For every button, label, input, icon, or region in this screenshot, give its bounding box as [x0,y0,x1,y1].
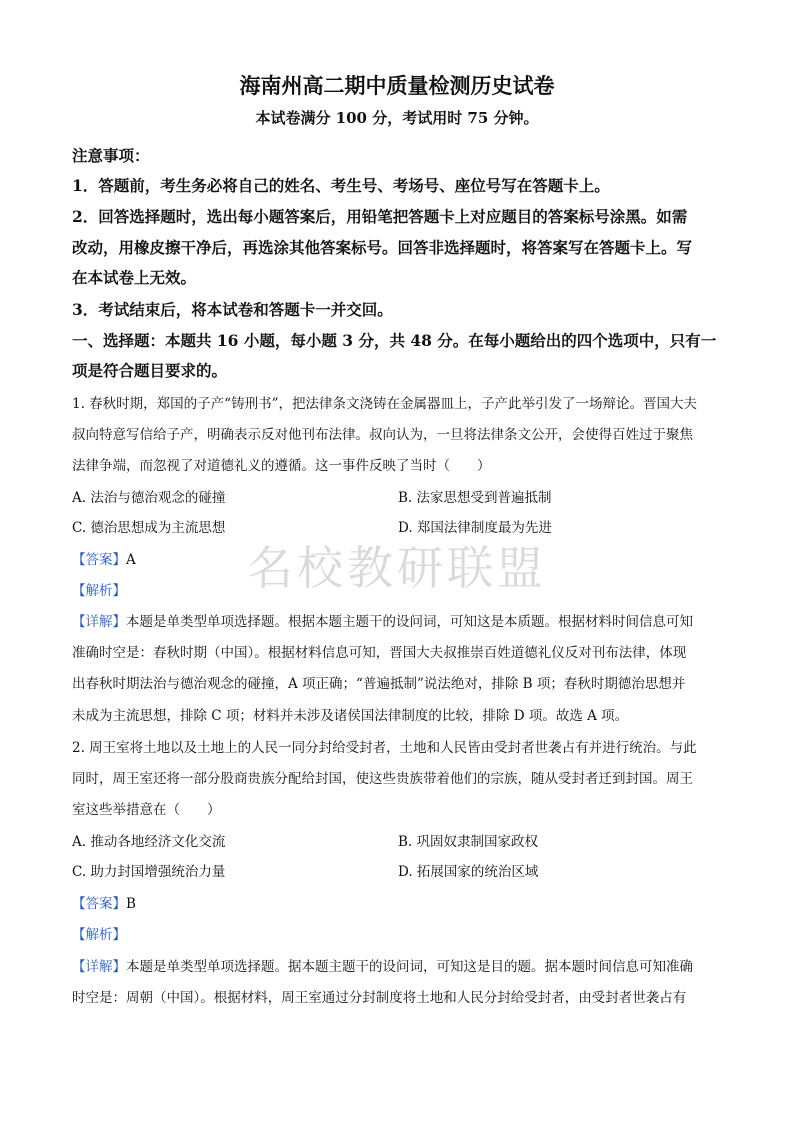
q2-stem-line: 同时，周王室还将一部分股商贵族分配给封国，使这些贵族带着他们的宗族，随从受封者迁到封国。周王 [72,771,693,787]
q2-stem-line: 2. 周王室将土地以及土地上的人民一同分封给受封者，土地和人民皆由受封者世袭占有并进行统治。与此 [72,740,697,756]
q2-answer [72,892,136,912]
notice-line: 1．答题前，考生务必将自己的姓名、考生号、考场号、座位号写在答题卡上。 [72,176,610,195]
answer-tag: 【答案】 [72,552,126,568]
section-heading-line: 项是符合题目要求的。 [72,361,228,380]
notice-line: 在本试卷上无效。 [72,268,197,287]
q2-option-c: C. 助力封国增强统治力量 [72,864,226,880]
q1-stem-line: 法律争端，而忽视了对道德礼义的遵循。这一事件反映了当时（ ） [72,458,491,474]
notice-line: 2．回答选择题时，选出每小题答案后，用铅笔把答题卡上对应题目的答案标号涂黑。如需 [72,207,688,226]
detail-text: 本题是单类型单项选择题。根据本题主题干的设问词，可知这是本质题。根据材料时间信息可知 [126,614,693,630]
q2-analysis-tag: 【解析】 [72,927,126,943]
watermark: 名校教研联盟 [247,541,547,595]
answer-tag: 【答案】 [72,896,126,912]
q2-detail-line [72,955,693,975]
q2-stem-line: 室这些举措意在（ ） [72,802,221,818]
q1-detail-line: 出春秋时期法治与德治观念的碰撞，A 项正确；“普遍抵制”说法绝对，排除 B 项；春秋时期德治思想并 [72,676,686,692]
answer-value: A [126,552,136,568]
answer-value: B [126,896,136,912]
section-heading-line: 一、选择题：本题共 16 小题，每小题 3 分，共 48 分。在每小题给出的四个选项中，只有一 [72,331,717,350]
q1-option-c: C. 德治思想成为主流思想 [72,520,226,536]
q2-detail-line: 时空是：周朝（中国）。根据材料，周王室通过分封制度将土地和人民分封给受封者，由受封者世袭占有 [72,990,687,1006]
q1-analysis-tag: 【解析】 [72,583,126,599]
q2-option-b: B. 巩固奴隶制国家政权 [398,834,539,850]
detail-text: 本题是单类型单项选择题。据本题主题干的设问词，可知这是目的题。据本题时间信息可知准确 [126,959,693,975]
q1-detail-line: 准确时空是：春秋时期（中国）。根据材料信息可知，晋国大夫叔推崇百姓道德礼仪反对刊布法律，体现 [72,645,687,661]
q2-option-a: A. 推动各地经济文化交流 [72,834,226,850]
q1-option-a: A. 法治与德治观念的碰撞 [72,490,226,506]
exam-subtitle: 本试卷满分 100 分，考试用时 75 分钟。 [255,109,539,127]
notice-line: 3．考试结束后，将本试卷和答题卡一并交回。 [72,300,393,319]
q2-option-d: D. 拓展国家的统治区域 [398,864,539,880]
q1-option-d: D. 郑国法律制度最为先进 [398,520,552,536]
detail-tag: 【详解】 [72,959,126,975]
notice-line: 改动，用橡皮擦干净后，再选涂其他答案标号。回答非选择题时，将答案写在答题卡上。写 [72,238,693,257]
q1-detail-line [72,610,693,630]
exam-title: 海南州高二期中质量检测历史试卷 [239,73,555,98]
detail-tag: 【详解】 [72,614,126,630]
q1-stem-line: 1. 春秋时期，郑国的子产“铸刑书”，把法律条文浇铸在金属器皿上，子产此举引发了一场辩论。晋国大夫 [72,396,697,412]
q1-stem-line: 叔向特意写信给子产，明确表示反对他刊布法律。叔向认为，一旦将法律条文公开，会使得百姓过于聚焦 [72,427,693,443]
notice-heading: 注意事项： [72,146,150,165]
q1-detail-line: 未成为主流思想，排除 C 项；材料并未涉及诸侯国法律制度的比较，排除 D 项。故选 A 项。 [72,708,629,724]
q1-option-b: B. 法家思想受到普遍抵制 [398,490,552,506]
